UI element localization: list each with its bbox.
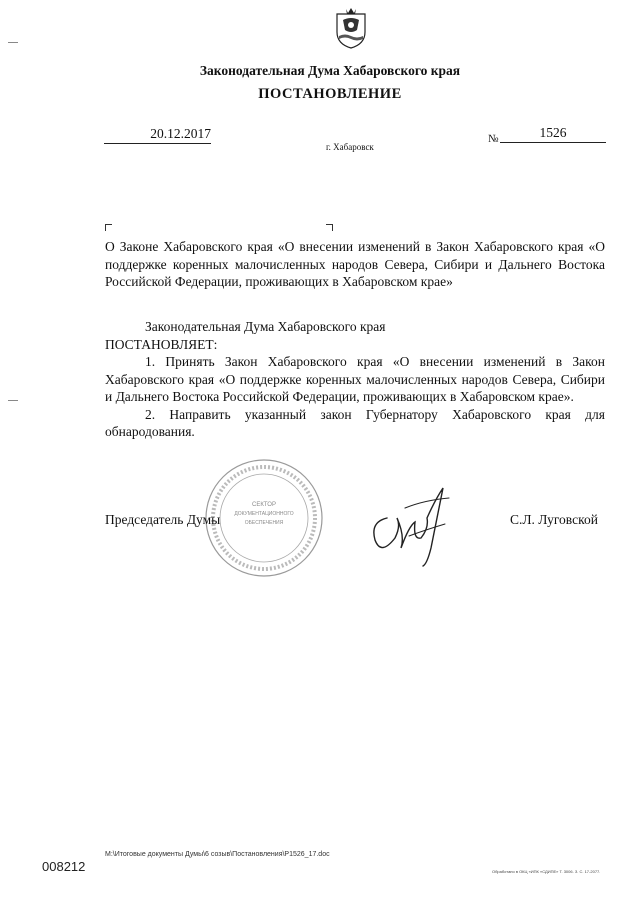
corner-bracket-left <box>105 224 112 231</box>
svg-text:ДОКУМЕНТАЦИОННОГО: ДОКУМЕНТАЦИОННОГО <box>234 511 294 517</box>
decree-word: ПОСТАНОВЛЯЕТ: <box>105 336 218 352</box>
number-sign: № <box>488 133 499 145</box>
svg-text:СЕКТОР: СЕКТОР <box>252 502 276 508</box>
khabarovsk-krai-coat-of-arms-icon <box>333 6 369 50</box>
print-note: Обработано в ОКЦ «ИПК «СДИПЕ» Т. 3006. З. С. 17-2077. <box>492 869 601 874</box>
decree-item: 1. Принять Закон Хабаровского края «О внесении изменений в Закон Хабаровского края «О поддержке коренных малочисленных народов Севера, Сибири и Дальнего Востока Российской Федерации, проживающих в Хабаровском крае». <box>105 354 605 404</box>
svg-text:ОБЕСПЕЧЕНИЯ: ОБЕСПЕЧЕНИЯ <box>244 520 284 526</box>
registration-number: 008212 <box>42 859 86 874</box>
document-body <box>105 318 605 441</box>
document-place: г. Хабаровск <box>326 142 374 152</box>
decree-item: 2. Направить указанный закон Губернатору Хабаровского края для обнародования. <box>105 406 605 439</box>
scan-mark <box>8 42 18 43</box>
document-date: 20.12.2017 <box>104 126 211 144</box>
signer-position: Председатель Думы <box>105 512 221 527</box>
preamble: Законодательная Дума Хабаровского края <box>145 319 386 334</box>
scan-mark <box>8 400 18 401</box>
corner-bracket-right <box>326 224 333 231</box>
signer-name: С.Л. Луговской <box>510 512 598 527</box>
file-path: M:\Итоговые документы Думы\6 созыв\Постановления\P1526_17.doc <box>105 851 330 858</box>
document-number: 1526 <box>500 125 606 143</box>
organization-name: Законодательная Дума Хабаровского края <box>199 63 461 78</box>
document-type: ПОСТАНОВЛЕНИЕ <box>258 86 402 102</box>
handwritten-signature-icon <box>365 478 460 570</box>
document-subject: О Законе Хабаровского края «О внесении изменений в Закон Хабаровского края «О поддержке коренных малочисленных народов Севера, Сибири и Дальнего Востока Российской Федерации, проживающих в Хабаровском крае» <box>105 239 605 289</box>
